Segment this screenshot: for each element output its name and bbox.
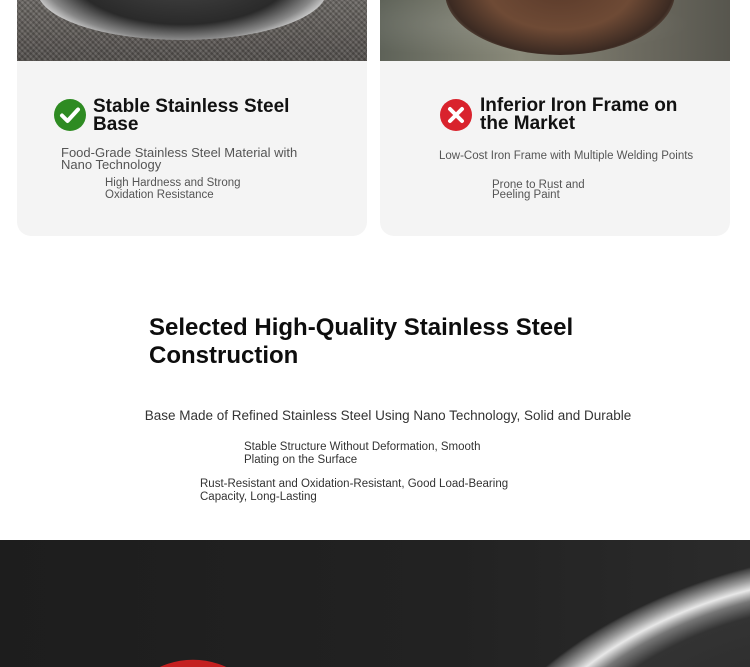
stainless-base-photo — [17, 0, 367, 61]
section-title: Selected High-Quality Stainless Steel Construction — [149, 314, 574, 369]
card-text-secondary: High Hardness and Strong Oxidation Resistance — [105, 177, 241, 201]
card-text-secondary: Prone to Rust and Peeling Paint — [492, 179, 585, 201]
product-hero-band — [0, 540, 750, 667]
comparison-card-iron — [380, 0, 730, 236]
card-text-primary: Food-Grade Stainless Steel Material with Nano Technology — [61, 145, 298, 172]
x-circle-icon — [440, 99, 472, 131]
feature-bullet: Rust-Resistant and Oxidation-Resistant, Good Load-Bearing Capacity, Long-Lasting — [200, 478, 509, 503]
feature-bullet: Stable Structure Without Deformation, Smooth Plating on the Surface — [244, 441, 481, 466]
comparison-card-stainless — [17, 0, 367, 236]
card-title: Stable Stainless Steel Base — [93, 96, 290, 135]
quality-stamp-icon — [108, 602, 278, 667]
rusty-iron-frame-photo — [380, 0, 730, 61]
card-title: Inferior Iron Frame on the Market — [480, 95, 678, 134]
check-circle-icon — [54, 99, 86, 131]
card-text-primary: Low-Cost Iron Frame with Multiple Welding Points — [439, 150, 694, 162]
pan-edge-image — [413, 540, 750, 667]
section-subtitle: Base Made of Refined Stainless Steel Using Nano Technology, Solid and Durable — [144, 408, 632, 423]
